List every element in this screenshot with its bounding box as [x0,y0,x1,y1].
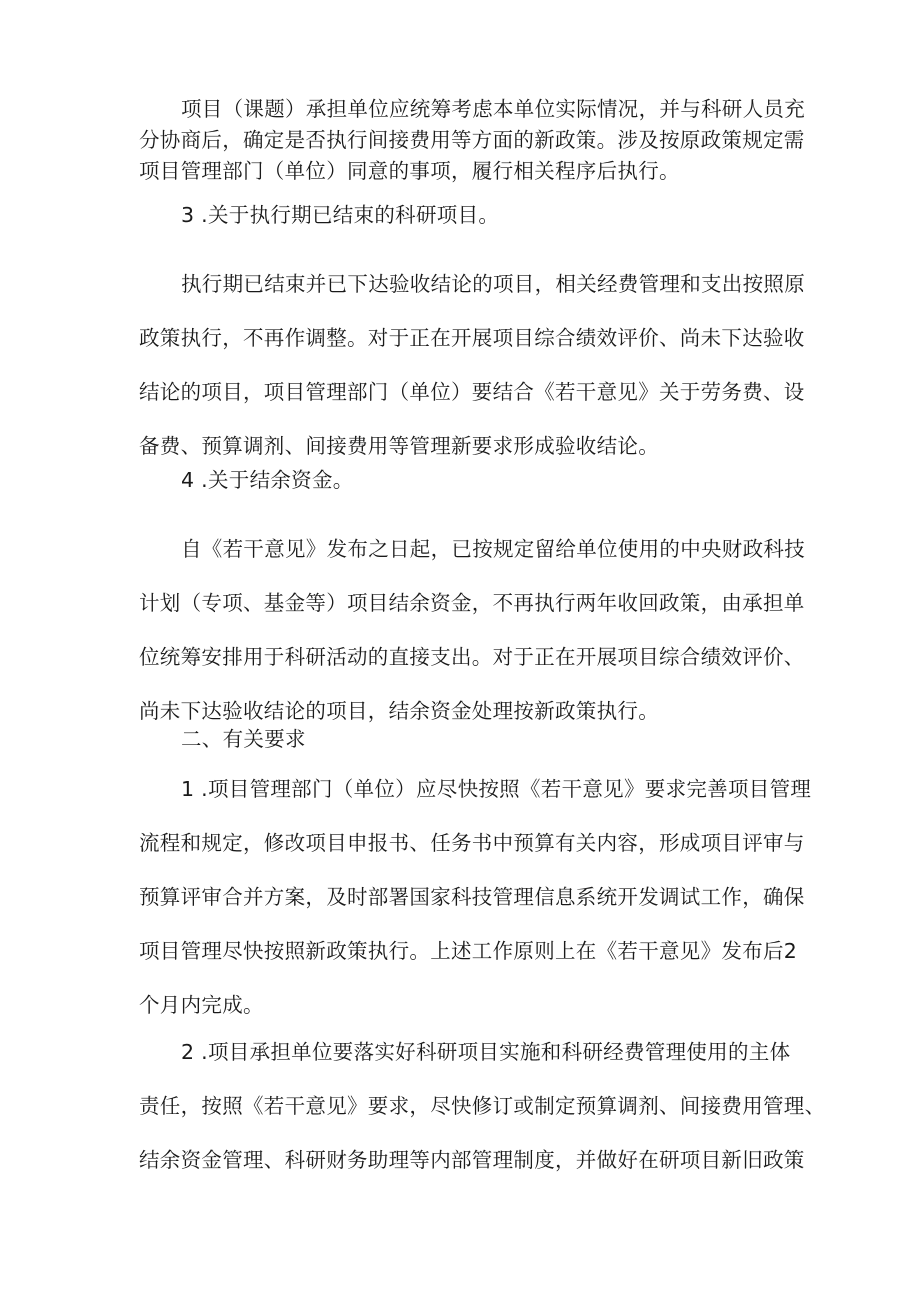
text-line: 预算评审合并方案，及时部署国家科技管理信息系统开发调试工作，确保 [139,885,805,909]
text-line: 自《若干意见》发布之日起，已按规定留给单位使用的中央财政科技 [181,537,805,561]
text-line: 项目（课题）承担单位应统筹考虑本单位实际情况，并与科研人员充 [181,97,805,121]
text-line: 4 .关于结余资金。 [181,468,354,492]
section-heading-3 [139,198,799,232]
paragraph-4 [139,762,812,1032]
text-line: 位统筹安排用于科研活动的直接支出。对于正在开展项目综合绩效评价、 [139,645,805,669]
text-line: 尚未下达验收结论的项目，结余资金处理按新政策执行。 [139,699,659,723]
text-line: 计划（专项、基金等）项目结余资金，不再执行两年收回政策，由承担单 [139,591,805,615]
section-heading-requirements [139,722,799,756]
paragraph-1 [139,94,805,187]
text-line: 结论的项目，项目管理部门（单位）要结合《若干意见》关于劳务费、设 [139,380,805,404]
text-line: 执行期已结束并已下达验收结论的项目，相关经费管理和支出按照原 [181,272,805,296]
section-heading-4 [139,463,799,497]
text-line: 项目管理尽快按照新政策执行。上述工作原则上在《若干意见》发布后2 [139,939,798,963]
text-line: 二、有关要求 [181,727,306,751]
text-line: 3 .关于执行期已结束的科研项目。 [181,203,500,227]
text-line: 个月内完成。 [139,993,264,1017]
text-line: 政策执行，不再作调整。对于正在开展项目综合绩效评价、尚未下达验收 [139,326,805,350]
text-line: 备费、预算调剂、间接费用等管理新要求形成验收结论。 [139,434,659,458]
paragraph-3 [139,522,805,738]
text-line: 项目管理部门（单位）同意的事项，履行相关程序后执行。 [139,159,680,183]
text-line: 1 .项目管理部门（单位）应尽快按照《若干意见》要求完善项目管理 [181,777,812,801]
text-line: 流程和规定，修改项目申报书、任务书中预算有关内容，形成项目评审与 [139,831,805,855]
text-line: 结余资金管理、科研财务助理等内部管理制度，并做好在研项目新旧政策 [139,1148,805,1172]
text-line: 2 .项目承担单位要落实好科研项目实施和科研经费管理使用的主体 [181,1040,791,1064]
paragraph-2 [139,257,805,473]
paragraph-5 [139,1025,826,1187]
text-line: 分协商后，确定是否执行间接费用等方面的新政策。涉及按原政策规定需 [139,128,805,152]
text-line: 责任，按照《若干意见》要求，尽快修订或制定预算调剂、间接费用管理、 [139,1094,826,1118]
